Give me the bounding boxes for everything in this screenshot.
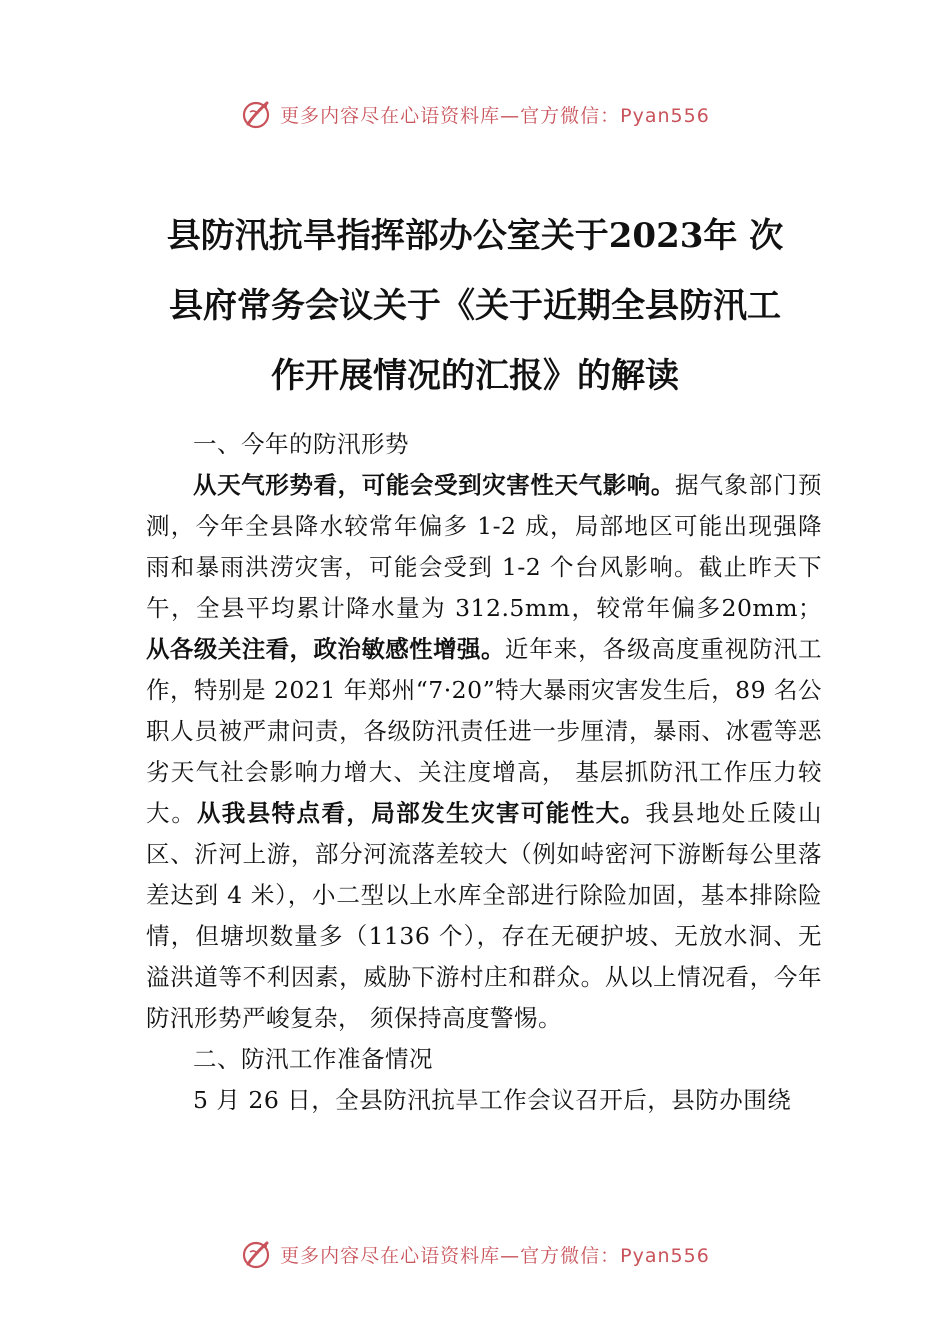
bold-lead-attention: 从各级关注看，政治敏感性增强。 xyxy=(146,635,505,663)
paragraph-text-attention: 近年来，各级高度重视防汛工作，特别是 2021 年郑州“7·20”特大暴雨灾害发生后，89 名公职人员被严肃问责，各级防汛责任进一步厘清，暴雨、冰雹等恶劣天气社会影响力增大、关注度增高， 基层抓防汛工作压力较大。 xyxy=(146,635,823,827)
section-heading-1: 一、今年的防汛形势 xyxy=(193,430,409,458)
title-line-1: 县防汛抗旱指挥部办公室关于2023年 次 xyxy=(166,215,784,256)
paragraph-flood-situation xyxy=(146,465,822,1039)
document-title xyxy=(100,201,850,411)
brush-logo-icon xyxy=(240,1238,272,1270)
title-line-3: 作开展情况的汇报》的解读 xyxy=(271,355,679,396)
watermark-text: 更多内容尽在心语资料库—官方微信：Pyan556 xyxy=(280,1244,710,1267)
paragraph-preparation: 5 月 26 日，全县防汛抗旱工作会议召开后，县防办围绕 xyxy=(193,1086,792,1114)
bold-lead-county: 从我县特点看，局部发生灾害可能性大。 xyxy=(196,799,646,827)
brush-logo-icon xyxy=(240,98,272,130)
section-heading-2: 二、防汛工作准备情况 xyxy=(193,1045,433,1073)
watermark-header xyxy=(0,94,950,134)
watermark-text: 更多内容尽在心语资料库—官方微信：Pyan556 xyxy=(280,104,710,127)
watermark-footer xyxy=(0,1234,950,1274)
paragraph-text-weather: 据气象部门预测，今年全县降水较常年偏多 1-2 成，局部地区可能出现强降雨和暴雨洪涝灾害，可能会受到 1-2 个台风影响。截止昨天下午，全县平均累计降水量为 312.5mm，较常年偏多20mm； xyxy=(146,471,822,622)
bold-lead-weather: 从天气形势看，可能会受到灾害性天气影响。 xyxy=(193,471,675,499)
title-line-2: 县府常务会议关于《关于近期全县防汛工 xyxy=(169,285,781,326)
document-body xyxy=(146,424,822,1121)
paragraph-text-county: 我县地处丘陵山区、沂河上游，部分河流落差较大（例如峙密河下游断每公里落差达到 4 米），小二型以上水库全部进行除险加固，基本排除险情，但塘坝数量多（1136 个），存在无硬护坡、无放水洞、无溢洪道等不利因素，威胁下游村庄和群众。从以上情况看，今年防汛形势严峻复杂， 须保持高度警惕。 xyxy=(146,799,823,1032)
